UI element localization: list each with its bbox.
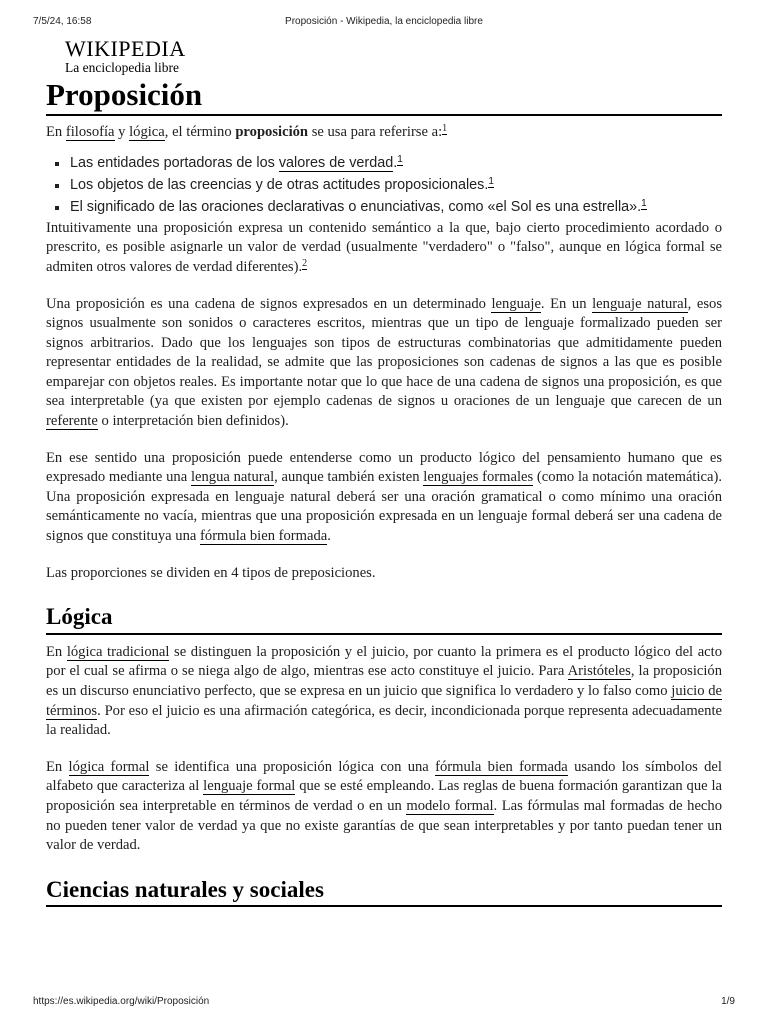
reference-link[interactable]: 1 [397, 153, 403, 165]
definition-list [46, 153, 722, 217]
text: Intuitivamente una proposición expresa un contenido semántico a la que, bajo cierto procedimiento acordado o prescrito, es posible asignarle un valor de verdad (usualmente "verdadero" o "falso", aunque en lógica formal se admiten otros valores de verdad diferentes). [46, 219, 722, 275]
paragraph-intro [46, 219, 722, 278]
logo-tagline: La enciclopedia libre [65, 60, 179, 75]
paragraph [46, 758, 722, 856]
reference-link[interactable]: 2 [302, 257, 308, 269]
text: . [393, 154, 398, 171]
text: En [46, 643, 67, 660]
text: . Las fórmulas mal formadas de hecho no pueden tener valor de verdad ya que no existe garantías de que sean interpretables y por tanto puedan tener un valor de verdad. [46, 797, 722, 854]
link-juicio-de-terminos[interactable]: juicio de términos [46, 683, 722, 719]
paragraph [46, 643, 722, 741]
link-formula-bien-formada[interactable]: fórmula bien formada [435, 758, 568, 775]
list-item [53, 175, 722, 195]
text: En [46, 124, 66, 141]
link-formula-bien-formada[interactable]: fórmula bien formada [200, 528, 328, 545]
paragraph: Las proporciones se dividen en 4 tipos de preposiciones. [46, 564, 376, 581]
text: se distinguen la proposición y el juicio, por cuanto la primera es el producto lógico del acto por el cual se afirma o se niega algo de algo, mientras ese acto constituye el juicio. Para [46, 643, 722, 680]
link-referente[interactable]: referente [46, 413, 98, 430]
text: . En un [540, 295, 593, 312]
link-logica-formal[interactable]: lógica formal [68, 758, 150, 775]
text: , esos signos usualmente son sonidos o caracteres escritos, mientras que un tipo de lenguaje formalizado pueden ser signos arbitrarios. Dado que los lenguajes son tipos de estructuras combinatorias que admitidamente pueden representar entidades de la realidad, se admite que las proposiciones son cadenas de signos a las que es posible emparejar con objetos reales. Es importante notar que lo que hace de una cadena de signos una proposición, es que sea interpretable (ya que existen por ejemplo cadenas de signos u oraciones de un lenguaje que carecen de un [46, 295, 722, 410]
text: , aunque también existen [274, 469, 424, 486]
link-logica-tradicional[interactable]: lógica tradicional [66, 643, 170, 660]
text: . Por eso el juicio es una afirmación categórica, es decir, incondicionada porque representa adecuadamente la realidad. [46, 702, 722, 739]
text: usando los símbolos del alfabeto que caracteriza al [46, 758, 722, 795]
text: , la proposición es un discurso enunciativo perfecto, que se expresa en un juicio que significa lo verdadero y lo falso como [46, 663, 723, 700]
list-item [53, 153, 722, 173]
section-heading-logica: Lógica [46, 603, 722, 635]
bold-term: proposición [235, 124, 309, 141]
paragraph [46, 449, 722, 547]
link-valores-de-verdad[interactable]: valores de verdad [278, 154, 394, 171]
link-lenguajes-formales[interactable]: lenguajes formales [423, 469, 534, 486]
reference-link[interactable]: 1 [488, 175, 494, 187]
text: En ese sentido una proposición puede entenderse como un producto lógico del pensamiento humano que es expresado mediante una [46, 449, 722, 486]
reference-link[interactable]: 1 [442, 123, 448, 135]
text: Una proposición es una cadena de signos expresados en un determinado [46, 295, 492, 312]
link-lenguaje[interactable]: lenguaje [491, 295, 541, 312]
text: El significado de las oraciones declarativas o enunciativas, como «el Sol es una estrella». [70, 198, 642, 215]
print-header [33, 16, 735, 30]
text: En [46, 758, 69, 775]
text: (como la notación matemática). Una proposición expresada en lenguaje natural deberá ser una oración gramatical o como mínimo una oración semánticamente no vacía, mientras que una proposición expresada en un lenguaje formal deberá ser una cadena de signos que constituya una [46, 469, 722, 545]
list-item [53, 197, 722, 217]
article-content [46, 38, 722, 907]
link-logica[interactable]: lógica [129, 124, 165, 141]
lead-paragraph [46, 123, 722, 143]
link-lenguaje-formal[interactable]: lenguaje formal [203, 778, 296, 795]
print-datetime: 7/5/24, 16:58 [33, 16, 92, 27]
link-lenguaje-natural[interactable]: lenguaje natural [592, 295, 688, 312]
page-title: Proposición [46, 77, 722, 117]
link-lengua-natural[interactable]: lengua natural [190, 469, 275, 486]
print-url: https://es.wikipedia.org/wiki/Proposición [33, 996, 210, 1007]
text: . [327, 528, 331, 545]
link-aristoteles[interactable]: Aristóteles [567, 663, 631, 680]
reference-link[interactable]: 1 [641, 197, 647, 209]
text: que se esté empleando. Las reglas de buena formación garantizan que la proposición sea interpretable en términos de verdad o en un [46, 778, 722, 814]
text: se identifica una proposición lógica con una [149, 758, 436, 775]
print-document-title: Proposición - Wikipedia, la enciclopedia libre [285, 16, 483, 27]
wikipedia-logo[interactable] [65, 38, 722, 75]
link-filosofia[interactable]: filosofía [65, 124, 115, 141]
section-heading-ciencias: Ciencias naturales y sociales [46, 876, 722, 908]
print-footer [33, 996, 735, 1010]
text: Los objetos de las creencias y de otras actitudes proposicionales. [70, 176, 489, 193]
text: Las entidades portadoras de los [70, 154, 279, 171]
link-modelo-formal[interactable]: modelo formal [406, 797, 494, 814]
paragraph [46, 295, 722, 432]
text: o interpretación bien definidos). [97, 413, 289, 430]
print-page-number: 1/9 [721, 996, 735, 1007]
text: , el término [164, 124, 236, 141]
text: y [114, 124, 130, 141]
text: se usa para referirse a: [308, 124, 443, 141]
logo-wordmark: WIKIPEDIA [65, 36, 186, 61]
